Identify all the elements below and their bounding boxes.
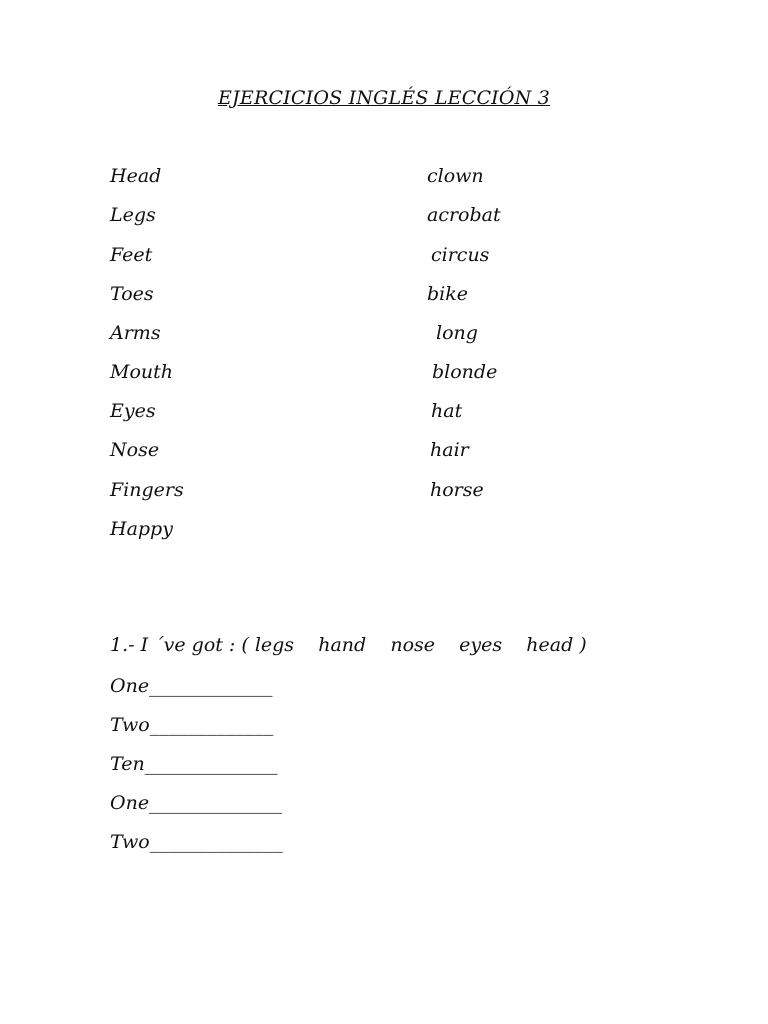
vocab-word-left: Fingers: [110, 479, 184, 501]
vocab-word-right: horse: [430, 479, 484, 501]
vocab-word-right: hair: [430, 439, 469, 461]
vocab-word-right: hat: [431, 400, 463, 422]
vocab-word-right: acrobat: [427, 204, 501, 226]
exercise-1-prompt: 1.- I ´ve got : ( legs hand nose eyes head ): [110, 634, 587, 656]
vocab-word-right: blonde: [432, 361, 498, 383]
vocab-word-left: Legs: [110, 204, 156, 226]
vocab-word-left: Nose: [110, 439, 160, 461]
answer-line: Two_____________: [110, 714, 274, 736]
answer-line: Ten______________: [110, 753, 278, 775]
answer-line: One______________: [110, 792, 283, 814]
vocab-word-left: Arms: [110, 322, 161, 344]
vocab-word-left: Happy: [110, 518, 173, 540]
vocab-word-left: Head: [110, 165, 162, 187]
answer-line: Two______________: [110, 831, 283, 853]
vocab-word-right: long: [436, 322, 478, 344]
vocab-word-left: Mouth: [110, 361, 174, 383]
vocab-word-right: bike: [427, 283, 468, 305]
vocab-word-right: circus: [431, 244, 490, 266]
page-title: EJERCICIOS INGLÉS LECCIÓN 3: [217, 87, 551, 109]
answer-line: One_____________: [110, 675, 273, 697]
vocab-word-right: clown: [427, 165, 484, 187]
vocab-word-left: Toes: [110, 283, 154, 305]
vocab-word-left: Feet: [110, 244, 153, 266]
vocab-word-left: Eyes: [110, 400, 156, 422]
